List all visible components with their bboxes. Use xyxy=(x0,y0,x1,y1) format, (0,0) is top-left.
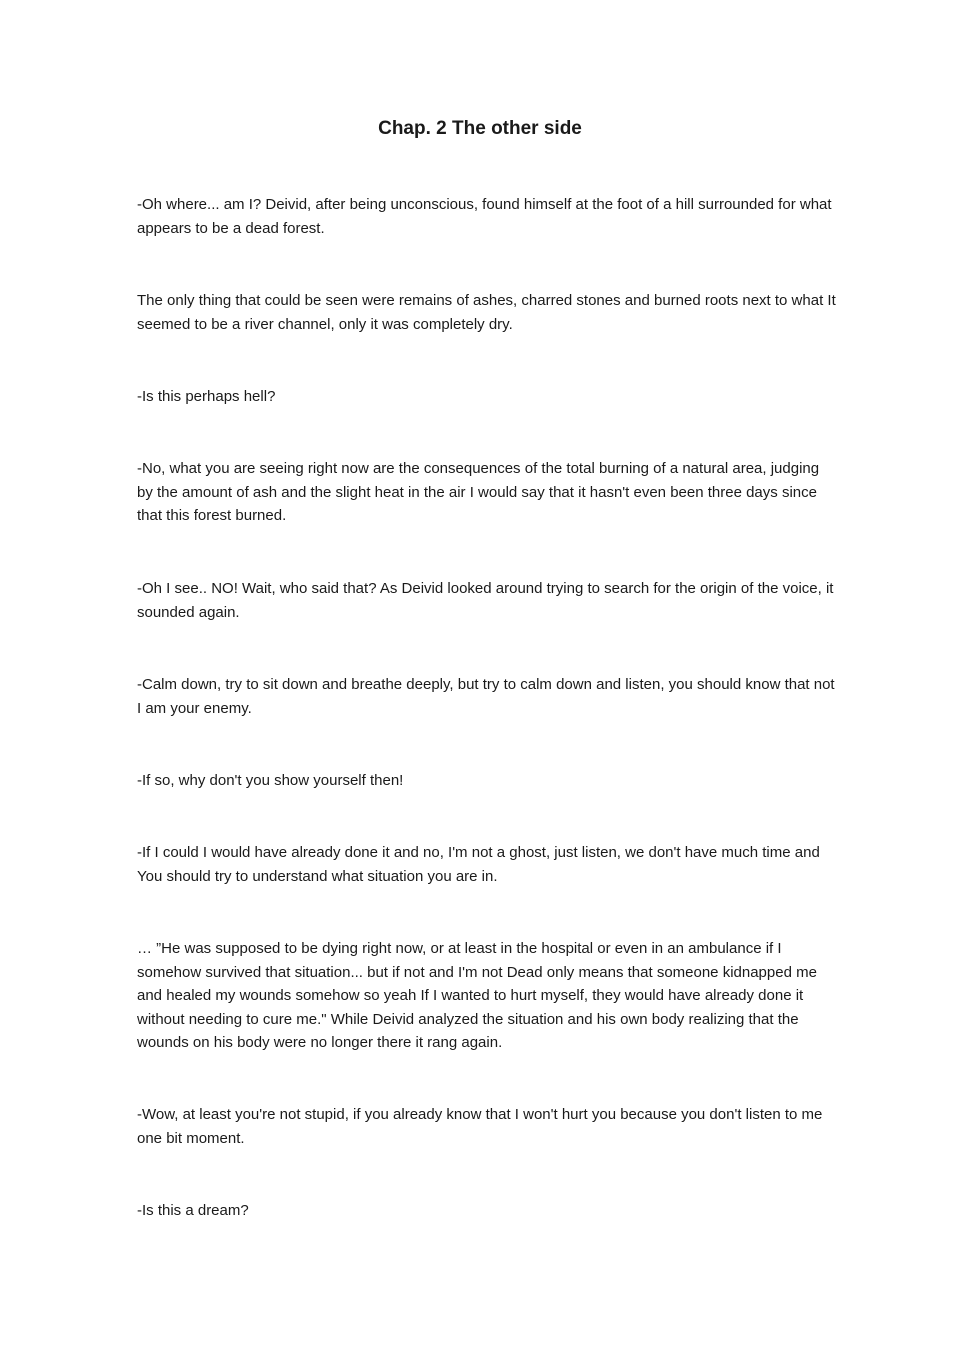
paragraph-6: -Calm down, try to sit down and breathe deeply, but try to calm down and listen, you should know that not I am your enemy. xyxy=(137,676,835,717)
paragraph-3: -Is this perhaps hell? xyxy=(137,388,276,405)
paragraph-7: -If so, why don't you show yourself then! xyxy=(137,772,404,789)
paragraph-9: … ”He was supposed to be dying right now, or at least in the hospital or even in an ambulance if I somehow survived that situation... but if not and I'm not Dead only means that someone kidnapped me and healed my wounds somehow so yeah If I wanted to hurt myself, they would have already done it without needing to cure me." While Deivid analyzed the situation and his own body realizing that the wounds on his body were no longer there it rang again. xyxy=(137,940,817,1052)
paragraph-8: -If I could I would have already done it and no, I'm not a ghost, just listen, we don't have much time and You should try to understand what situation you are in. xyxy=(137,844,820,885)
paragraph-4: -No, what you are seeing right now are the consequences of the total burning of a natural area, judging by the amount of ash and the slight heat in the air I would say that it hasn't even been three days since that this forest burned. xyxy=(137,460,820,525)
paragraph-5: -Oh I see.. NO! Wait, who said that? As Deivid looked around trying to search for the origin of the voice, it sounded again. xyxy=(137,580,834,621)
paragraph-10: -Wow, at least you're not stupid, if you already know that I won't hurt you because you don't listen to me one bit moment. xyxy=(137,1106,823,1147)
chapter-title: Chap. 2 The other side xyxy=(378,118,582,139)
paragraph-1: -Oh where... am I? Deivid, after being unconscious, found himself at the foot of a hill surrounded for what appears to be a dead forest. xyxy=(137,196,832,237)
paragraph-11: -Is this a dream? xyxy=(137,1202,249,1219)
paragraph-2: The only thing that could be seen were remains of ashes, charred stones and burned roots next to what It seemed to be a river channel, only it was completely dry. xyxy=(137,292,836,333)
